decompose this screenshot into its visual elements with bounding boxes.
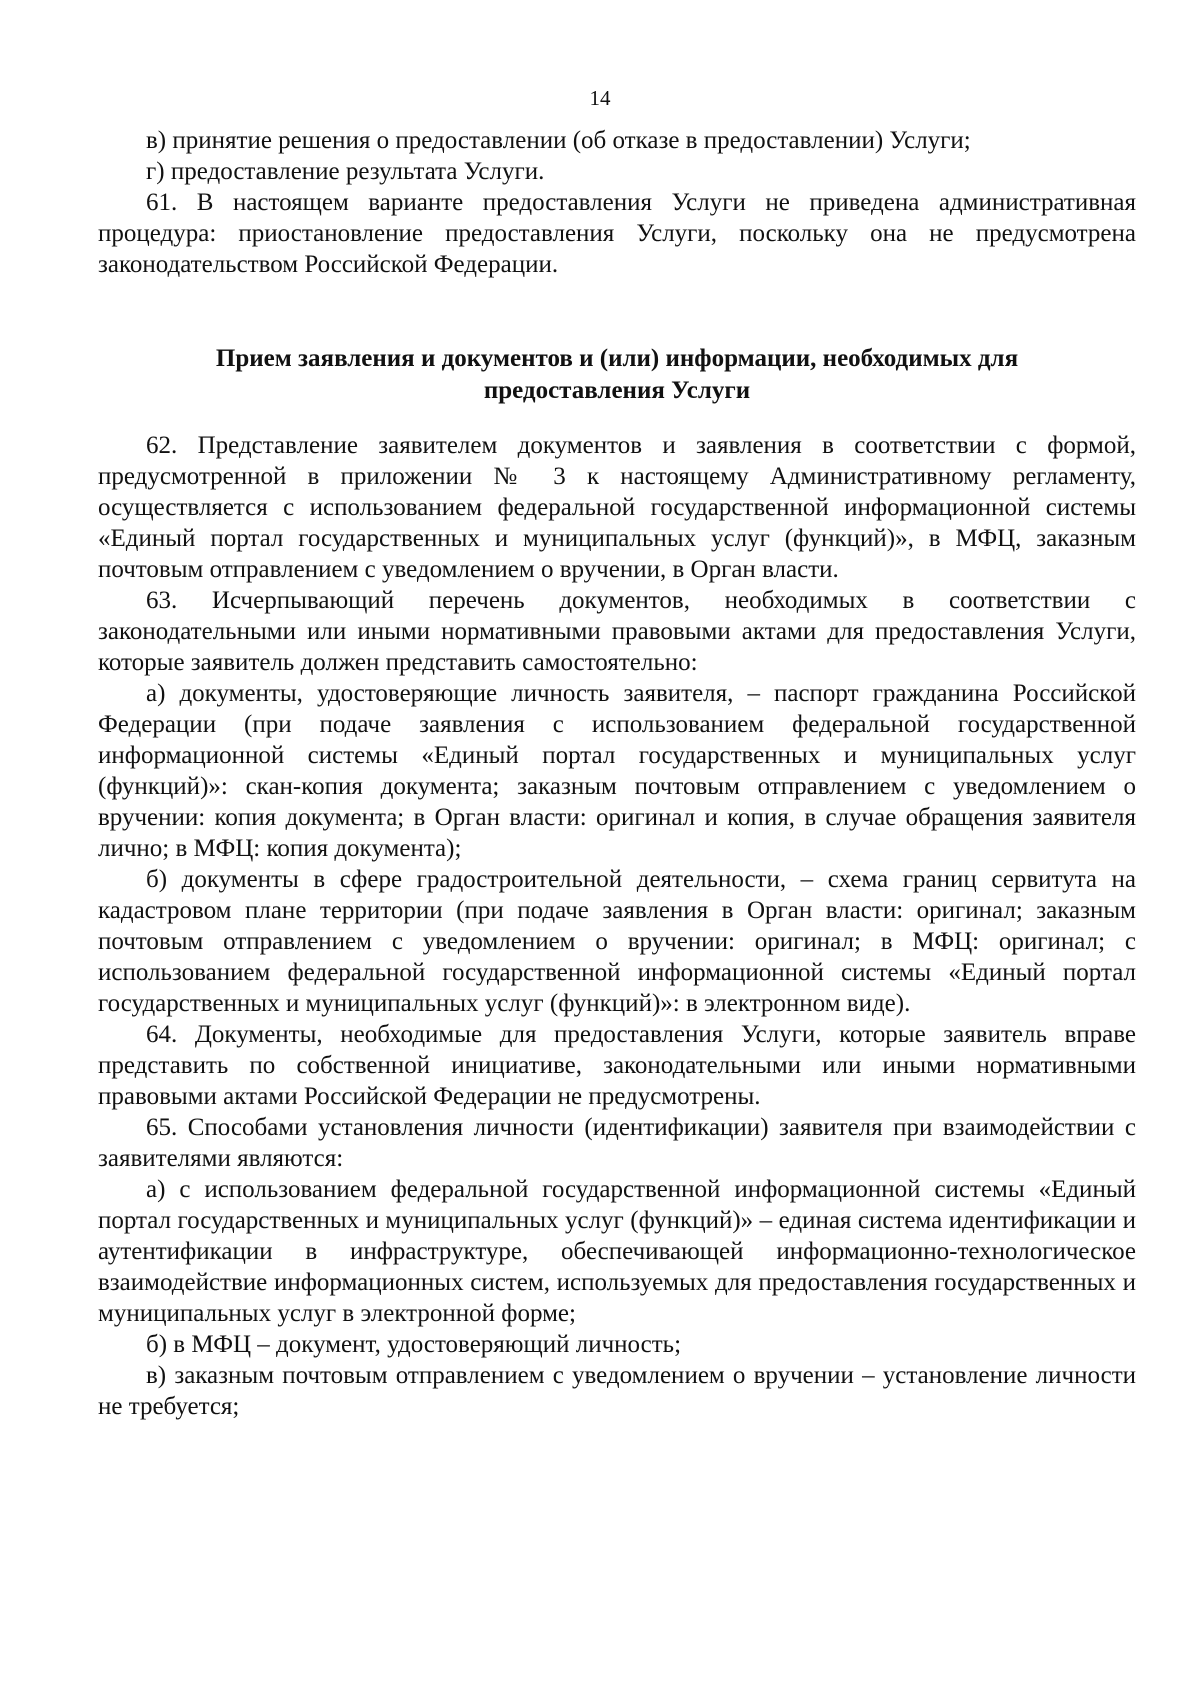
list-item-65-v: в) заказным почтовым отправлением с уведомлением о вручении – установление личности не требуется; <box>98 1362 1136 1420</box>
paragraph-65: 65. Способами установления личности (идентификации) заявителя при взаимодействии с заявителями являются: <box>98 1114 1136 1172</box>
list-item-63-b: б) документы в сфере градостроительной деятельности, – схема границ сервитута на кадастровом плане территории (при подаче заявления в Орган власти: оригинал; заказным почтовым отправлением с уведомлением о вручении: оригинал; в МФЦ: оригинал; с использованием федеральной государственной информационной системы «Единый портал государственных и муниципальных услуг (функций)»: в электронном виде). <box>98 866 1136 1017</box>
list-item-63-a: а) документы, удостоверяющие личность заявителя, – паспорт гражданина Российской Федерации (при подаче заявления с использованием федеральной государственной информационной системы «Единый портал государственных и муниципальных услуг (функций)»: скан-копия документа; заказным почтовым отправлением с уведомлением о вручении: копия документа; в Орган власти: оригинал и копия, в случае обращения заявителя лично; в МФЦ: копия документа); <box>98 680 1136 862</box>
paragraph-62: 62. Представление заявителем документов и заявления в соответствии с формой, предусмотренной в приложении № 3 к настоящему Административному регламенту, осуществляется с использованием федеральной государственной информационной системы «Единый портал государственных и муниципальных услуг (функций)», в МФЦ, заказным почтовым отправлением с уведомлением о вручении, в Орган власти. <box>98 432 1136 583</box>
section-heading-line-2: предоставления Услуги <box>483 377 751 404</box>
list-item-g: г) предоставление результата Услуги. <box>146 158 545 185</box>
paragraph-64: 64. Документы, необходимые для предоставления Услуги, которые заявитель вправе представить по собственной инициативе, законодательными или иными нормативными правовыми актами Российской Федерации не предусмотрены. <box>98 1021 1136 1110</box>
section-heading-line-1: Прием заявления и документов и (или) информации, необходимых для <box>215 345 1019 372</box>
main-section <box>98 430 1136 1422</box>
top-section <box>98 125 1136 280</box>
page-number: 14 <box>589 86 611 110</box>
list-item-65-b: б) в МФЦ – документ, удостоверяющий личность; <box>146 1331 682 1358</box>
section-heading <box>98 343 1136 407</box>
list-item-65-a: а) с использованием федеральной государственной информационной системы «Единый портал государственных и муниципальных услуг (функций)» – единая система идентификации и аутентификации в инфраструктуре, обеспечивающей информационно-технологическое взаимодействие информационных систем, используемых для предоставления государственных и муниципальных услуг в электронной форме; <box>98 1176 1136 1327</box>
paragraph-61: 61. В настоящем варианте предоставления Услуги не приведена административная процедура: приостановление предоставления Услуги, поскольку она не предусмотрена законодательством Российской Федерации. <box>98 189 1136 278</box>
paragraph-63: 63. Исчерпывающий перечень документов, необходимых в соответствии с законодательными или иными нормативными правовыми актами для предоставления Услуги, которые заявитель должен представить самостоятельно: <box>98 587 1136 676</box>
list-item-v: в) принятие решения о предоставлении (об отказе в предоставлении) Услуги; <box>146 127 971 154</box>
